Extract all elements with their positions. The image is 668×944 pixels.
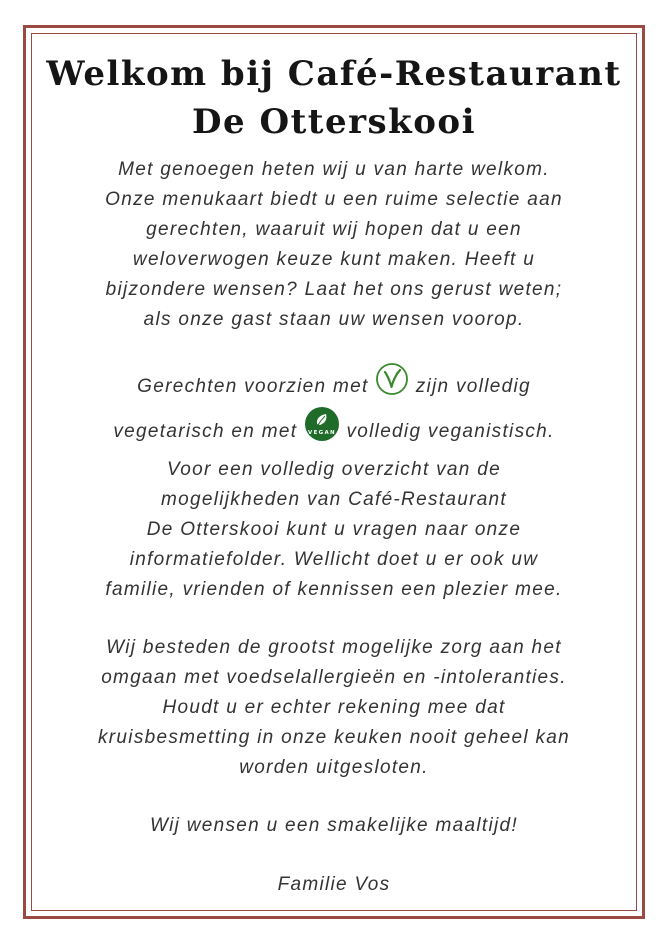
legend-text-part1: Gerechten voorzien met xyxy=(137,376,369,398)
intro-line: gerechten, waaruit wij hopen dat u een xyxy=(146,219,522,240)
allergy-line: Houdt u er echter rekening mee dat xyxy=(162,697,506,718)
allergy-line: omgaan met voedselallergieën en -intoleranties. xyxy=(101,667,567,688)
intro-line: Met genoegen heten wij u van harte welkom. xyxy=(118,159,550,180)
intro-paragraph xyxy=(0,155,668,335)
legend-text-part4: volledig veganistisch. xyxy=(346,421,555,443)
legend-text-part3: vegetarisch en met xyxy=(113,421,298,443)
title-line-2: De Otterskooi xyxy=(192,102,476,142)
vegan-leaf-badge-icon xyxy=(304,406,340,452)
intro-line: bijzondere wensen? Laat het ons gerust weten; xyxy=(105,279,563,300)
closing-line: Wij wensen u een smakelijke maaltijd! xyxy=(150,815,518,836)
legend-text-part2: zijn volledig xyxy=(415,376,531,398)
title-line-1: Welkom bij Café-Restaurant xyxy=(46,54,622,94)
vegan-badge-label: VEGAN xyxy=(307,430,336,436)
dietary-legend-paragraph xyxy=(0,365,668,455)
folder-line: informatiefolder. Wellicht doet u er ook uw xyxy=(129,549,539,570)
folder-line: familie, vrienden of kennissen een plezier mee. xyxy=(105,579,563,600)
allergy-line: kruisbesmetting in onze keuken nooit geheel kan xyxy=(98,727,570,748)
folder-line: mogelijkheden van Café-Restaurant xyxy=(160,489,508,510)
allergy-line: worden uitgesloten. xyxy=(239,757,429,778)
signature: Familie Vos xyxy=(277,874,391,895)
legend-line-1 xyxy=(0,365,668,409)
vegetarian-v-icon xyxy=(375,362,409,406)
allergy-line: Wij besteden de grootst mogelijke zorg aan het xyxy=(106,637,562,658)
legend-line-2 xyxy=(0,409,668,455)
info-folder-paragraph xyxy=(0,455,668,605)
folder-line: De Otterskooi kunt u vragen naar onze xyxy=(146,519,522,540)
intro-line: weloverwogen keuze kunt maken. Heeft u xyxy=(132,249,536,270)
intro-line: als onze gast staan uw wensen voorop. xyxy=(143,309,525,330)
intro-line: Onze menukaart biedt u een ruime selectie aan xyxy=(105,189,563,210)
allergy-paragraph xyxy=(0,633,668,783)
folder-line: Voor een volledig overzicht van de xyxy=(167,459,501,480)
page-title xyxy=(0,50,668,146)
